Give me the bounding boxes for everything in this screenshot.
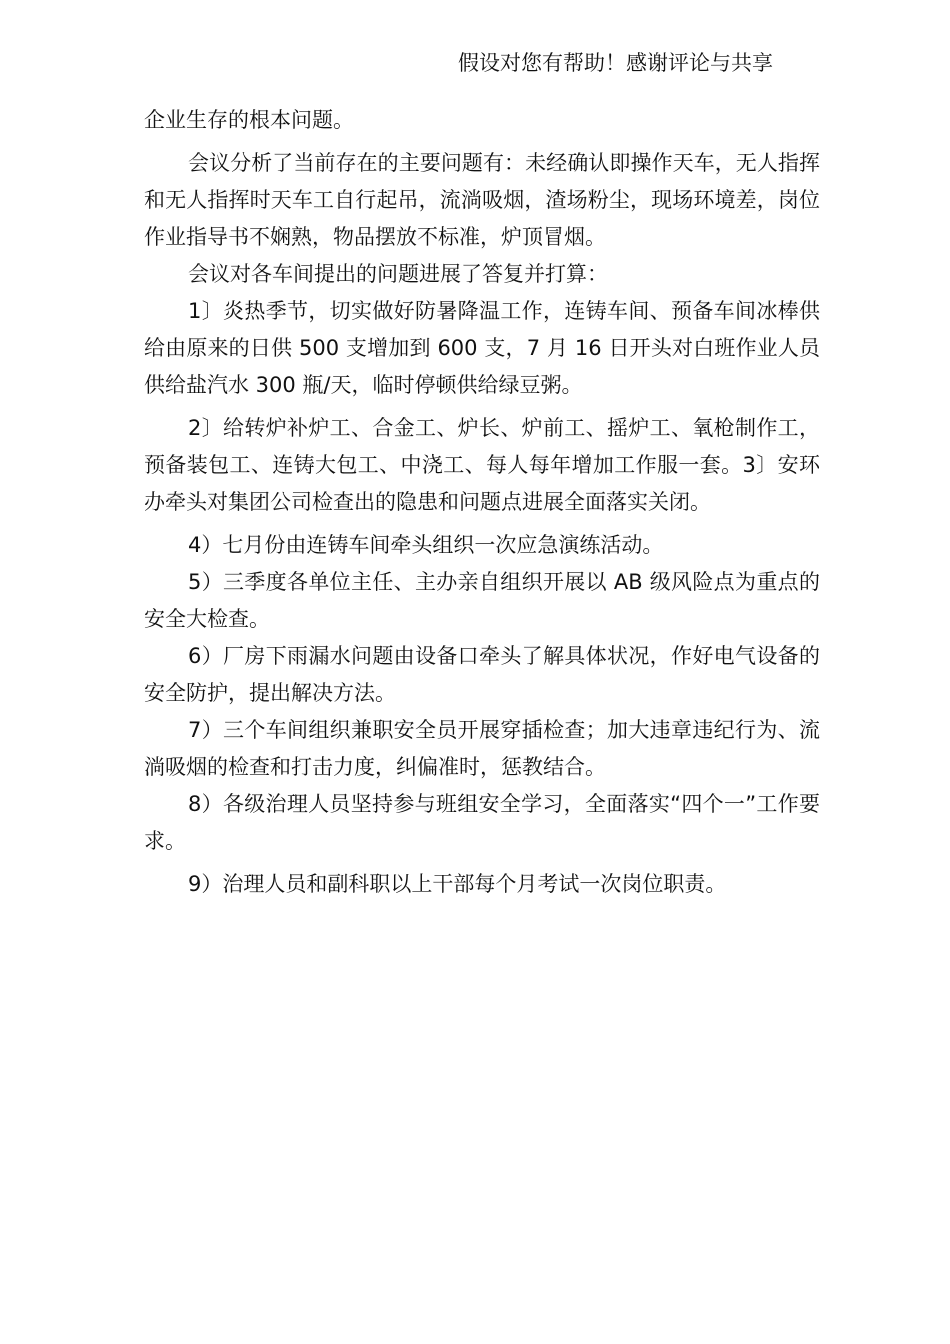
- paragraph-3: 会议对各车间提出的问题进展了答复并打算：: [188, 262, 608, 286]
- paragraph-4: 1〕炎热季节，切实做好防暑降温工作，连铸车间、预备车间冰棒供给由原来的日供 500 支增加到 600 支，7 月 16 日开头对白班作业人员供给盐汽水 300 瓶/天，临时停顿供给绿豆粥。: [144, 299, 820, 397]
- paragraph-5: 2〕给转炉补炉工、合金工、炉长、炉前工、摇炉工、氧枪制作工，预备装包工、连铸大包工、中浇工、每人每年增加工作服一套。3〕安环办牵头对集团公司检查出的隐患和问题点进展全面落实关闭。: [144, 416, 820, 514]
- paragraph-10: 8）各级治理人员坚持参与班组安全学习，全面落实“四个一”工作要求。: [144, 792, 820, 853]
- paragraph-7: 5）三季度各单位主任、主办亲自组织开展以 AB 级风险点为重点的安全大检查。: [144, 570, 820, 631]
- page-header: 假设对您有帮助！感谢评论与共享: [458, 51, 773, 75]
- paragraph-8: 6）厂房下雨漏水问题由设备口牵头了解具体状况，作好电气设备的安全防护，提出解决方法。: [144, 644, 820, 705]
- document-body: [144, 102, 820, 903]
- paragraph-1: 企业生存的根本问题。: [144, 108, 354, 132]
- paragraph-6: 4）七月份由连铸车间牵头组织一次应急演练活动。: [188, 533, 664, 557]
- paragraph-2: 会议分析了当前存在的主要问题有：未经确认即操作天车，无人指挥和无人指挥时天车工自行起吊，流淌吸烟，渣场粉尘，现场环境差，岗位作业指导书不娴熟，物品摆放不标准，炉顶冒烟。: [144, 151, 820, 249]
- paragraph-11: 9）治理人员和副科职以上干部每个月考试一次岗位职责。: [188, 872, 727, 896]
- paragraph-9: 7）三个车间组织兼职安全员开展穿插检查；加大违章违纪行为、流淌吸烟的检查和打击力度，纠偏准时，惩教结合。: [144, 718, 820, 779]
